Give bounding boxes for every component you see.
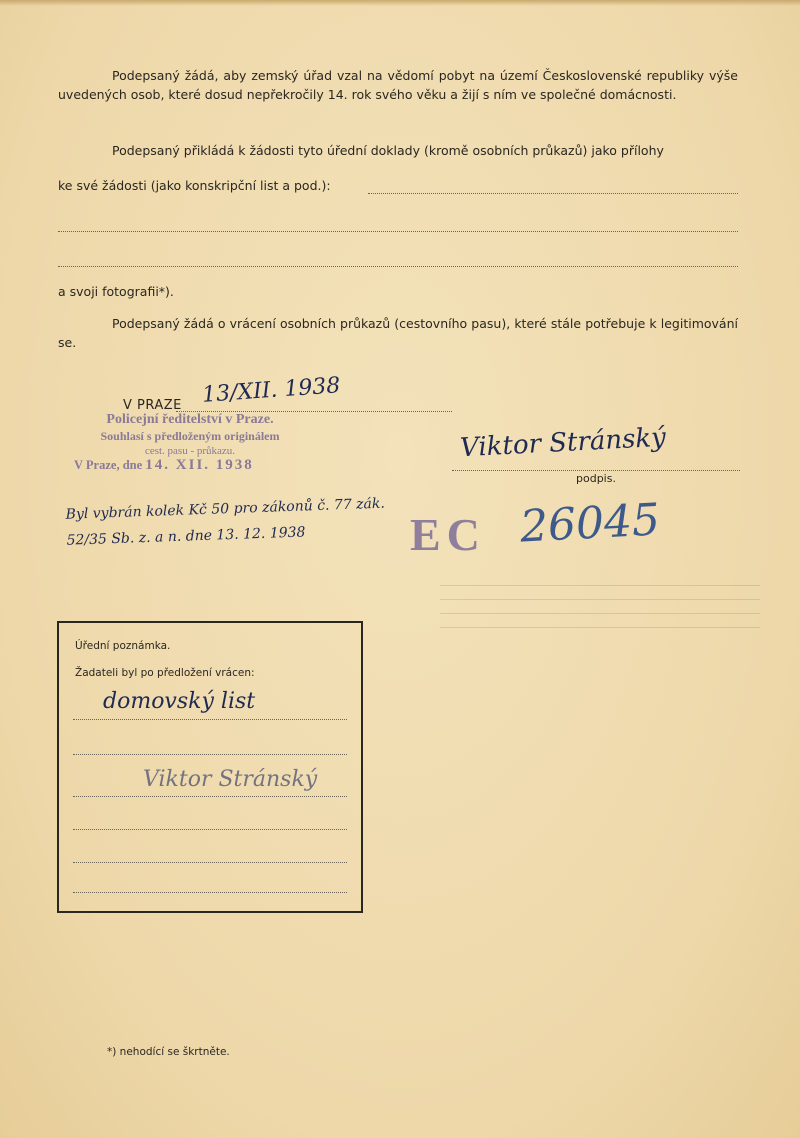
paragraph-attachments: Podepsaný přikládá k žádosti tyto úřední doklady (kromě osobních průkazů) jako přílohy bbox=[112, 143, 664, 158]
paragraph-residence-notice: Podepsaný žádá, aby zemský úřad vzal na vědomí pobyt na území Československé republiky výše uvedených osob, které dosud nepřekročily 14. rok svého věku a žijí s ním ve společné domácnosti. bbox=[58, 68, 738, 102]
applicant-signature: Viktor Stránský bbox=[459, 422, 667, 464]
attachments-continuation: ke své žádosti (jako konskripční list a pod.): bbox=[58, 178, 331, 193]
stamp-date-line bbox=[60, 457, 320, 474]
footnote: *) nehodící se škrtněte. bbox=[107, 1046, 230, 1058]
official-note-box bbox=[57, 621, 363, 913]
photo-line: a svoji fotografii*). bbox=[58, 284, 174, 299]
registry-stamp-letters: EC bbox=[410, 509, 486, 560]
fill-line bbox=[368, 193, 738, 194]
box-line bbox=[73, 796, 347, 797]
place-label: V PRAZE bbox=[123, 398, 182, 413]
stamp-date-prefix: V Praze, dne bbox=[74, 458, 143, 472]
fill-line bbox=[58, 231, 738, 232]
registry-number: 26045 bbox=[518, 494, 662, 553]
paragraph-return-documents: Podepsaný žádá o vrácení osobních průkazů (cestovního pasu), které stále potřebuje k legitimování se. bbox=[58, 316, 738, 350]
box-line bbox=[73, 862, 347, 863]
bleed-through-text bbox=[440, 572, 760, 632]
box-line bbox=[73, 829, 347, 830]
stamp-verification: Souhlasí s předloženým originálem bbox=[100, 429, 280, 443]
fee-note: Byl vybrán kolek Kč 50 pro zákonů č. 77 zák. 52/35 Sb. z. a n. dne 13. 12. 1938 bbox=[65, 495, 386, 549]
box-line bbox=[73, 892, 347, 893]
police-stamp bbox=[60, 412, 320, 474]
stamp-date: 14. XII. 1938 bbox=[145, 457, 254, 473]
stamp-document-type: cest. pasu - průkazu. bbox=[144, 445, 236, 457]
official-note-title: Úřední poznámka. bbox=[75, 640, 171, 652]
fill-line bbox=[58, 266, 738, 267]
box-line bbox=[73, 719, 347, 720]
box-line bbox=[73, 754, 347, 755]
stamp-authority: Policejní ředitelství v Praze. bbox=[106, 412, 274, 427]
official-note-subtitle: Žadateli byl po předložení vrácen: bbox=[75, 667, 255, 679]
box-signature: Viktor Stránský bbox=[143, 767, 318, 792]
signature-label: podpis. bbox=[576, 472, 616, 485]
handwritten-date: 13/XII. 1938 bbox=[201, 373, 342, 408]
page-edge bbox=[0, 0, 800, 6]
signature-line bbox=[452, 470, 740, 471]
returned-document: domovský list bbox=[103, 689, 256, 714]
